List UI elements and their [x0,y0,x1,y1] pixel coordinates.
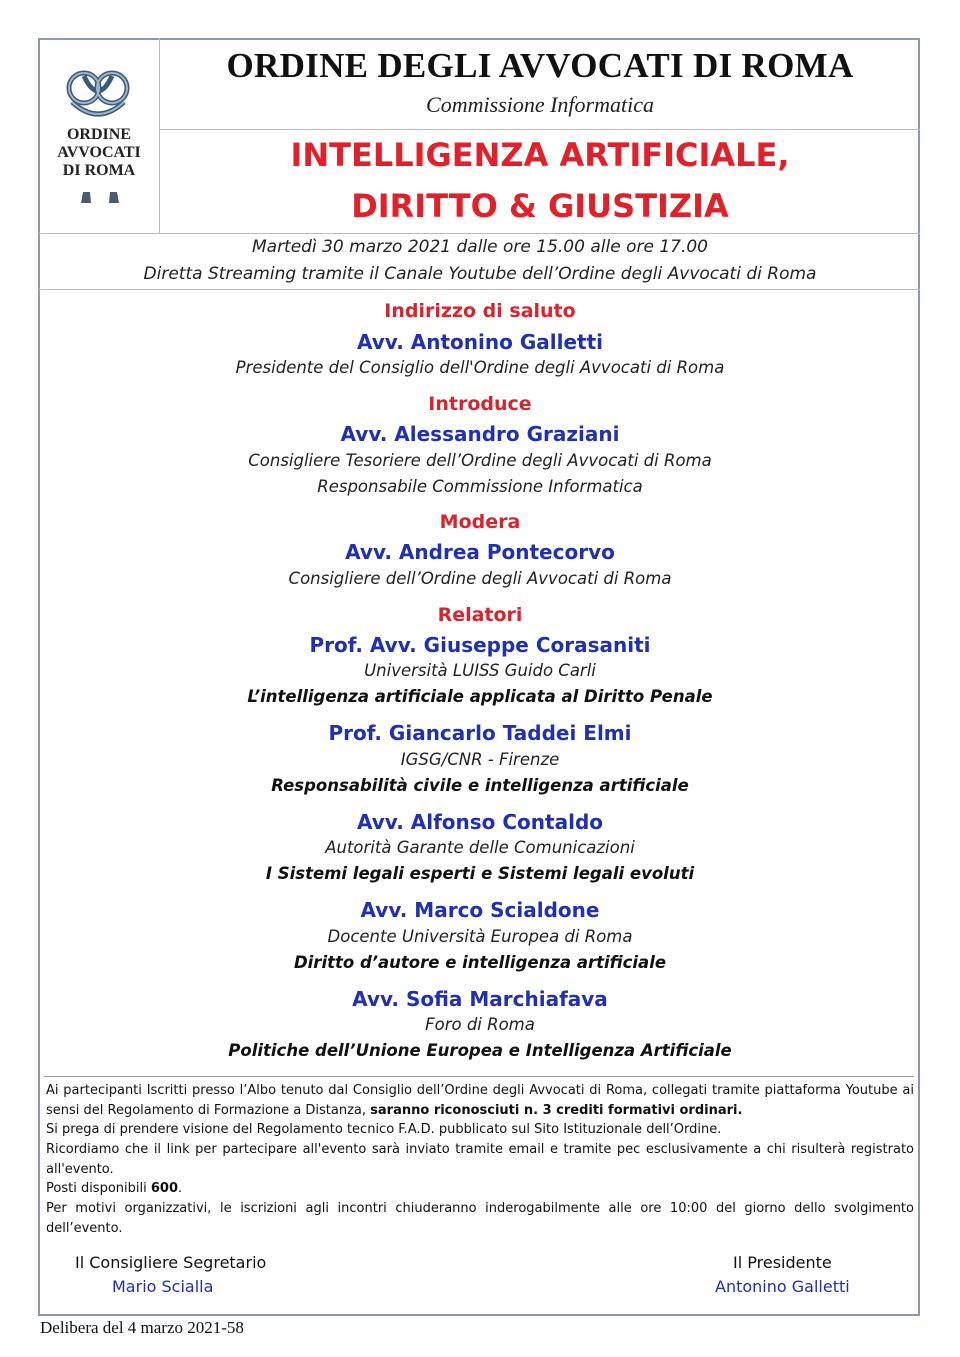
speaker-topic: L’intelligenza artificiale applicata al Diritto Penale [247,687,713,706]
emblem-icon [78,190,122,204]
knot-logo-icon [62,66,134,122]
logo-line-1: ORDINE [66,126,131,143]
signature-left-name: Mario Scialla [112,1277,214,1296]
commission-subtitle: Commissione Informatica [426,92,654,117]
speaker-name: Avv. Sofia Marchiafava [352,987,608,1011]
speaker-affiliation: Foro di Roma [425,1015,535,1034]
speaker-name: Prof. Avv. Giuseppe Corasaniti [309,633,651,657]
streaming-info: Diretta Streaming tramite il Canale Youtube dell’Ordine degli Avvocati di Roma [143,264,817,284]
speaker-topic: I Sistemi legali esperti e Sistemi legali evoluti [265,864,695,883]
speaker-name: Avv. Alfonso Contaldo [356,810,603,834]
speaker-affiliation: Università LUISS Guido Carli [364,661,596,680]
delibera-reference: Delibera del 4 marzo 2021-58 [40,1318,244,1337]
speaker-name-galletti: Avv. Antonino Galletti [357,330,603,354]
fad-notice: Si prega di prendere visione del Regolamento tecnico F.A.D. pubblicato sul Sito Istituzionale dell’Ordine. [46,1122,722,1137]
speaker-name: Avv. Marco Scialdone [360,898,600,922]
speaker-affiliation: Autorità Garante delle Comunicazioni [325,838,635,857]
speaker-topic: Responsabilità civile e intelligenza artificiale [271,776,689,795]
link-notice: Ricordiamo che il link per partecipare all'evento sarà inviato tramite email e tramite pec esclusivamente a chi risulterà registrato all'evento. [46,1142,914,1177]
speaker-topic: Politiche dell’Unione Europea e Intelligenza Artificiale [228,1041,732,1060]
speaker-desc-graziani-2: Responsabile Commissione Informatica [317,477,643,496]
speaker-desc-pontecorvo: Consigliere dell’Ordine degli Avvocati di Roma [288,569,672,588]
signature-right-name: Antonino Galletti [715,1277,850,1296]
logo-line-2: AVVOCATI [57,144,141,161]
speaker-name-graziani: Avv. Alessandro Graziani [340,422,620,446]
event-date-time: Martedì 30 marzo 2021 dalle ore 15.00 alle ore 17.00 [251,237,708,257]
speaker-topic: Diritto d’autore e intelligenza artificiale [293,953,667,972]
speaker-name: Prof. Giancarlo Taddei Elmi [328,721,632,745]
logo-text [38,126,160,180]
role-introduce: Introduce [428,393,532,415]
role-relatori: Relatori [437,604,523,626]
role-modera: Modera [439,511,521,533]
credits-notice-bold: saranno riconosciuti n. 3 crediti formativi ordinari. [370,1102,743,1118]
event-title-line-1: INTELLIGENZA ARTIFICIALE, [290,136,790,174]
footer-divider [44,1076,914,1077]
speaker-desc-graziani-1: Consigliere Tesoriere dell’Ordine degli Avvocati di Roma [248,451,712,470]
seats-label: Posti disponibili [46,1181,151,1196]
event-title-line-2: DIRITTO & GIUSTIZIA [351,187,729,225]
speaker-affiliation: IGSG/CNR - Firenze [400,750,560,769]
role-saluto: Indirizzo di saluto [384,300,576,322]
credits-notice-text: Ai partecipanti Iscritti presso l’Albo tenuto dal Consiglio dell’Ordine degli Avvocati di Roma, collegati tramite piattaforma Youtube ai sensi del Regolamento di Formazione a Distanza, [46,1083,914,1118]
seats-value: 600 [150,1181,178,1196]
speaker-desc-galletti: Presidente del Consiglio dell'Ordine degli Avvocati di Roma [235,358,725,377]
header-divider [160,129,920,130]
logo-cell [38,38,160,234]
speaker-affiliation: Docente Università Europea di Roma [327,927,633,946]
signature-left-title: Il Consigliere Segretario [75,1253,267,1272]
logo-line-3: DI ROMA [62,162,136,179]
seats-end: . [178,1181,183,1196]
speaker-name-pontecorvo: Avv. Andrea Pontecorvo [345,540,615,564]
credits-notice [46,1081,914,1120]
signature-right-title: Il Presidente [733,1253,832,1272]
org-title: ORDINE DEGLI AVVOCATI DI ROMA [226,46,854,85]
seats-notice [46,1179,914,1199]
registration-notice: Per motivi organizzativi, le iscrizioni agli incontri chiuderanno inderogabilmente alle ore 10:00 del giorno dello svolgimento dell’evento. [46,1201,914,1236]
